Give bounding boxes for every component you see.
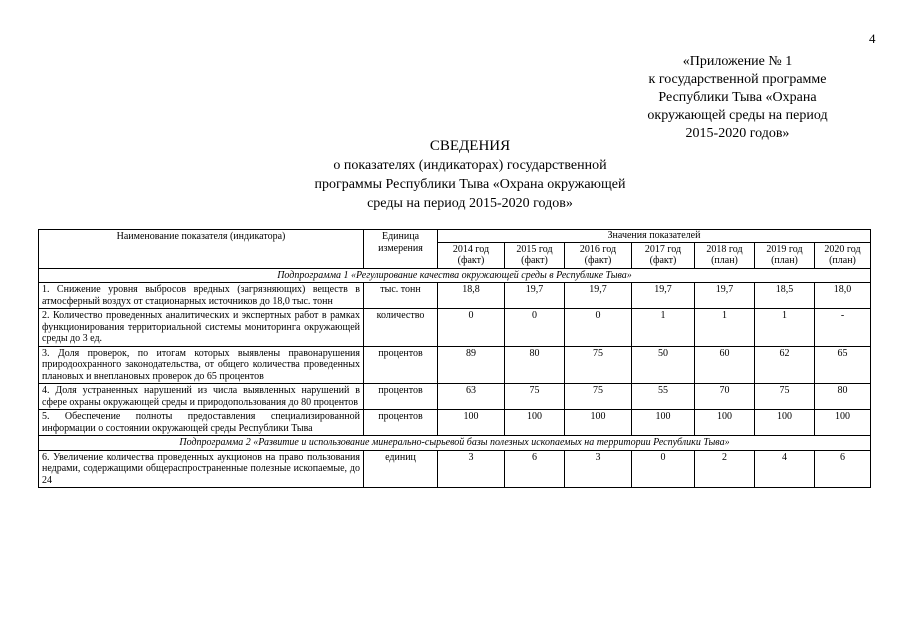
document-title: СВЕДЕНИЯ: [429, 138, 511, 154]
appendix-line: окружающей среды на период: [647, 108, 828, 123]
value-cell: 100: [695, 410, 755, 436]
year-label: 2019 год: [766, 243, 803, 255]
appendix-note: [610, 53, 865, 143]
appendix-line: Республики Тыва «Охрана: [658, 90, 817, 105]
value-cell: 2: [695, 450, 755, 488]
value-cell: 100: [815, 410, 871, 436]
indicator-name: 3. Доля проверок, по итогам которых выявлены правонарушения природоохранного законодательства, от общего количества проведенных плановых и внеплановых проверок до 65 процентов: [39, 346, 364, 384]
indicator-unit: процентов: [364, 346, 438, 384]
value-cell: 80: [815, 384, 871, 410]
year-cell: [505, 242, 565, 268]
year-label: 2017 год: [644, 243, 682, 255]
year-label: 2020 год: [824, 243, 861, 255]
value-cell: 1: [755, 309, 815, 347]
indicator-unit: процентов: [364, 384, 438, 410]
value-cell: 0: [565, 309, 632, 347]
header-unit: Единица: [381, 231, 420, 242]
heading-line: программы Республики Тыва «Охрана окружающей: [314, 177, 626, 192]
value-cell: 19,7: [632, 283, 695, 309]
indicator-name: 4. Доля устраненных нарушений из числа выявленных нарушений в сфере охраны окружающей среды и природопользования до 80 процентов: [39, 384, 364, 410]
table-row: [39, 450, 871, 488]
header-unit-cell: [364, 230, 438, 269]
subprogram-row: [39, 436, 871, 451]
value-cell: 4: [755, 450, 815, 488]
indicator-unit: единиц: [364, 450, 438, 488]
header-row: [39, 230, 871, 243]
appendix-line: 2015-2020 годов»: [685, 126, 790, 141]
value-cell: 60: [695, 346, 755, 384]
year-label: 2015 год: [516, 243, 553, 255]
appendix-line: «Приложение № 1: [682, 54, 793, 69]
indicator-name: 5. Обеспечение полноты предоставления специализированной информации о состоянии окружающей среды Республики Тыва: [39, 410, 364, 436]
value-cell: 6: [505, 450, 565, 488]
year-cell: [695, 242, 755, 268]
indicator-unit: процентов: [364, 410, 438, 436]
value-cell: 80: [505, 346, 565, 384]
header-values: Значения показателей: [607, 230, 701, 241]
value-cell: 18,5: [755, 283, 815, 309]
year-type: (факт): [521, 255, 548, 266]
value-cell: 75: [755, 384, 815, 410]
value-cell: 0: [505, 309, 565, 347]
value-cell: 100: [505, 410, 565, 436]
indicators-table: [38, 229, 871, 488]
indicator-unit: тыс. тонн: [364, 283, 438, 309]
value-cell: 55: [632, 384, 695, 410]
year-cell: [815, 242, 871, 268]
table-row: [39, 309, 871, 347]
indicator-name: 2. Количество проведенных аналитических и экспертных работ в рамках функционирования территориальной системы мониторинга окружающей среды до 3 ед.: [39, 309, 364, 347]
value-cell: 75: [505, 384, 565, 410]
value-cell: 3: [438, 450, 505, 488]
value-cell: 18,0: [815, 283, 871, 309]
year-cell: [632, 242, 695, 268]
value-cell: 75: [565, 346, 632, 384]
value-cell: 75: [565, 384, 632, 410]
indicator-name: 1. Снижение уровня выбросов вредных (загрязняющих) веществ в атмосферный воздух от стационарных источников до 18,0 тыс. тонн: [39, 283, 364, 309]
table-row: [39, 346, 871, 384]
value-cell: 0: [632, 450, 695, 488]
year-type: (план): [829, 255, 856, 266]
indicator-name: 6. Увеличение количества проведенных аукционов на право пользования недрами, содержащими общераспространенные полезные ископаемые, до 24: [39, 450, 364, 488]
year-cell: [438, 242, 505, 268]
year-label: 2016 год: [579, 243, 617, 255]
header-name: Наименование показателя (индикатора): [116, 231, 286, 242]
value-cell: 0: [438, 309, 505, 347]
table-row: [39, 410, 871, 436]
value-cell: 62: [755, 346, 815, 384]
value-cell: 1: [695, 309, 755, 347]
year-label: 2014 год: [452, 243, 490, 255]
appendix-line: к государственной программе: [648, 72, 827, 87]
header-name-cell: [39, 230, 364, 269]
value-cell: 70: [695, 384, 755, 410]
value-cell: 65: [815, 346, 871, 384]
value-cell: 50: [632, 346, 695, 384]
value-cell: 19,7: [565, 283, 632, 309]
value-cell: 100: [438, 410, 505, 436]
value-cell: 19,7: [505, 283, 565, 309]
value-cell: 3: [565, 450, 632, 488]
document-heading: [290, 137, 650, 213]
table-row: [39, 283, 871, 309]
subprogram-row: [39, 268, 871, 283]
value-cell: 100: [632, 410, 695, 436]
year-type: (факт): [457, 255, 485, 266]
heading-line: среды на период 2015-2020 годов»: [367, 196, 573, 211]
indicator-unit: количество: [364, 309, 438, 347]
year-type: (план): [771, 255, 798, 266]
subprogram-title: Подпрограмма 2 «Развитие и использование минерально-сырьевой базы полезных ископаемых на территории Республики Тыва»: [39, 436, 871, 451]
header-values-cell: [438, 230, 871, 243]
year-cell: [755, 242, 815, 268]
value-cell: 89: [438, 346, 505, 384]
header-unit: измерения: [378, 242, 423, 254]
value-cell: 18,8: [438, 283, 505, 309]
value-cell: 100: [755, 410, 815, 436]
table-row: [39, 384, 871, 410]
year-type: (факт): [649, 255, 677, 266]
value-cell: 19,7: [695, 283, 755, 309]
year-type: (факт): [584, 255, 612, 266]
value-cell: -: [815, 309, 871, 347]
value-cell: 6: [815, 450, 871, 488]
value-cell: 63: [438, 384, 505, 410]
year-type: (план): [711, 255, 738, 266]
value-cell: 1: [632, 309, 695, 347]
year-label: 2018 год: [706, 243, 743, 255]
heading-line: о показателях (индикаторах) государственной: [333, 158, 607, 173]
value-cell: 100: [565, 410, 632, 436]
page-number: 4: [869, 31, 876, 46]
year-cell: [565, 242, 632, 268]
subprogram-title: Подпрограмма 1 «Регулирование качества окружающей среды в Республике Тыва»: [39, 268, 871, 283]
